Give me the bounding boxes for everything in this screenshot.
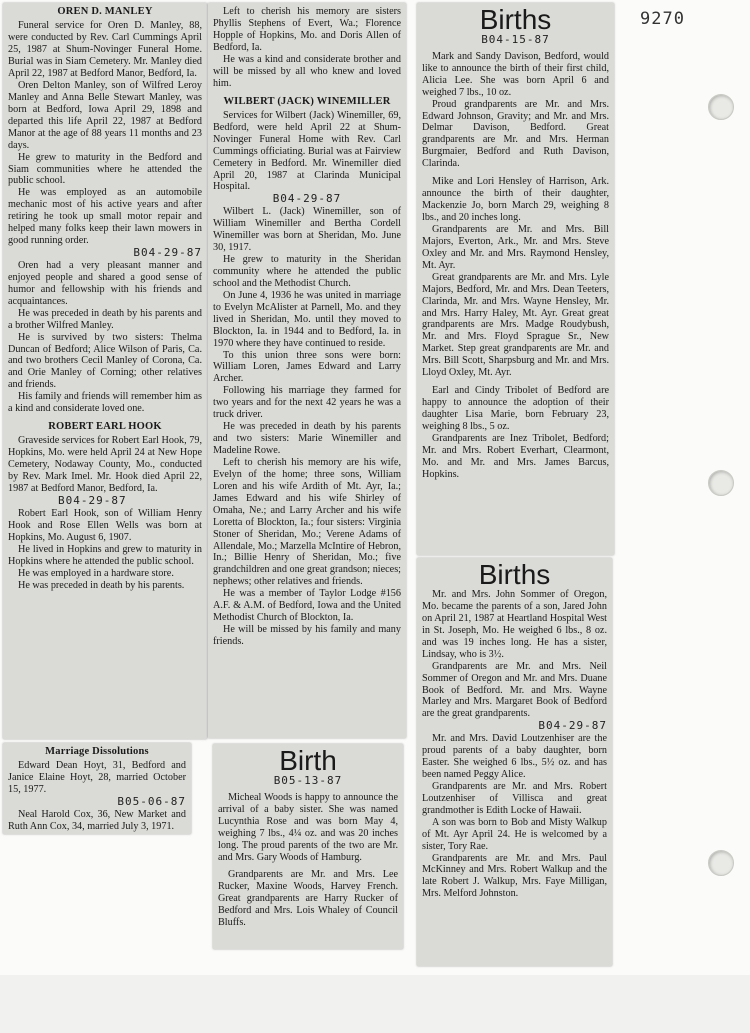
- manley-paragraph: He grew to maturity in the Bedford and Siam communities where he attended the public school.: [8, 151, 202, 187]
- births-paragraph: Mike and Lori Hensley of Harrison, Ark. announce the birth of their daughter, Mackenzie Jo, born March 29, weighing 8 lbs., and 20 inches long.: [422, 176, 609, 224]
- marriage-paragraph: Edward Dean Hoyt, 31, Bedford and Janice Elaine Hoyt, 28, married October 15, 1977.: [8, 760, 186, 796]
- births-paragraph: Great grandparents are Mr. and Mrs. Lyle Majors, Bedford, Mr. and Mrs. Dean Teeters, Clarinda, Mr. and Mrs. Wayne Hensley, Mr. and Mrs. Harry Haley, Mt. Ayr. Great great grandparents are Mrs. Madge Roudybush, Mr. and Mrs. Floyd Sprague Sr., New Market. Step great grandparents are Mr. and Mrs. Bill Scott, Sharpsburg and Mr. and Mrs. Lloyd Oxley, Mt. Ayr.: [422, 271, 609, 379]
- hook-paragraph: He was preceded in death by his parents.: [18, 579, 185, 591]
- winemiller-paragraph: He will be missed by his family and many friends.: [213, 624, 401, 648]
- hook-paragraph: Graveside services for Robert Earl Hook, 79, Hopkins, Mo. were held April 24 at New Hope Cemetery, Nodaway County, Mo., conducted by Rev. Mark Imel. Mr. Hook died April 22, 1987 at Bedford Manor, Bedford, Ia.: [8, 435, 202, 495]
- manley-paragraph: His family and friends will remember him as a kind and considerate loved one.: [8, 391, 202, 415]
- handwritten-date-note: B05-13-87: [273, 774, 343, 787]
- winemiller-paragraph: He grew to maturity in the Sheridan community where he attended the public school and the Methodist Church.: [213, 254, 401, 289]
- births-paragraph: Grandparents are Mr. and Mrs. Paul McKinney and Mrs. Robert Walkup and the late Robert J. Walkup, Mrs. Faye Milligan, Mrs. Melford Johnston.: [422, 852, 607, 900]
- clipping-births-1: [417, 3, 614, 555]
- clipping-birth-woods: [213, 744, 403, 949]
- births-paragraph: Grandparents are Mr. and Mrs. Bill Majors, Everton, Ark., Mr. and Mrs. Steve Oxley and Mr. and Mrs. Raymond Hensley, Mt. Ayr.: [422, 223, 609, 271]
- winemiller-paragraph: He was a member of Taylor Lodge #156 A.F. & A.M. of Bedford, Iowa and the United Methodist Church of Blockton, Ia.: [213, 588, 401, 624]
- clipping-winemiller: [208, 3, 406, 738]
- manley-paragraph: He was preceded in death by his parents and a brother Wilfred Manley.: [8, 307, 202, 331]
- births-paragraph: Mr. and Mrs. John Sommer of Oregon, Mo. became the parents of a son, Jared John on April 21, 1987 at Heartland Hospital West in St. Joseph, Mo. He weighed 6 lbs., 8 oz. and was 19 inches long. He has a sister, Lindsay, who is 3½.: [422, 589, 607, 660]
- handwritten-date-note: B04-29-87: [58, 494, 127, 508]
- page-number: 9270: [640, 9, 685, 29]
- births-paragraph: Mark and Sandy Davison, Bedford, would like to announce the birth of their first child, Alicia Lee. She was born April 6 and weighed 7 lbs., 10 oz.: [422, 50, 609, 98]
- obituary-title-hook: ROBERT EARL HOOK: [48, 421, 162, 433]
- births-heading: Births: [478, 559, 551, 590]
- winemiller-paragraph: Wilbert L. (Jack) Winemiller, son of William Winemiller and Bertha Cordell Winemiller was born at Sheridan, Mo. June 30, 1917.: [213, 206, 401, 254]
- page-bottom-margin: [0, 975, 750, 1033]
- winemiller-paragraph: On June 4, 1936 he was united in marriage to Evelyn McAlister at Parnell, Mo. and they lived in Sheridan, Mo. until they moved to Blockton, Ia. in 1944 and to Bedford, Ia. in 1970 where they have continued to reside.: [213, 289, 401, 349]
- births-paragraph: Grandparents are Mr. and Mrs. Robert Loutzenhiser of Villisca and great grandmother is Edith Locke of Hawaii.: [422, 780, 607, 816]
- handwritten-date-note: B04-29-87: [272, 192, 342, 206]
- binder-hole-top: [708, 94, 734, 120]
- birth-paragraph: Grandparents are Mr. and Mrs. Lee Rucker, Maxine Woods, Harvey French. Great grandparents are Harry Rucker of Bedford and Mrs. Lois Whaley of Council Bluffs.: [218, 869, 398, 929]
- hook-paragraph: He was employed in a hardware store.: [18, 567, 174, 579]
- hook-paragraph: He lived in Hopkins and grew to maturity in Hopkins where he attended the public school.: [8, 543, 202, 567]
- birth-paragraph: Micheal Woods is happy to announce the arrival of a baby sister. She was named Lucynthia Rose and was born May 4, weighing 7 lbs., 4¼ oz. and was 20 inches long. The proud parents of the two are Mr. and Mrs. Gary Woods of Hamburg.: [218, 791, 398, 863]
- manley-paragraph: Funeral service for Oren D. Manley, 88, were conducted by Rev. Carl Cummings April 25, 1987 at Shum-Novinger Funeral Home. Burial was in Siam Cemetery. Mr. Manley died April 22, 1987 at Bedford Manor, Bedford, Ia.: [8, 20, 202, 80]
- manley-paragraph: Oren had a very pleasant manner and enjoyed people and shared a good sense of humor and fellowship with his friends and acquaintances.: [8, 259, 202, 307]
- births-paragraph: Proud grandparents are Mr. and Mrs. Edward Johnson, Gravity; and Mr. and Mrs. Delmar Davison, Bedford. Great grandparents are Mr. and Mrs. Herman Burgmaier, Bedford and Ruth Davison, Clarinda.: [422, 98, 609, 170]
- manley-paragraph: Oren Delton Manley, son of Wilfred Leroy Manley and Anna Belle Stewart Manley, was born at Bedford, Iowa April 29, 1898 and departed this life April 22, 1987 at Bedford Manor at the age of 88 years 11 months and 23 days.: [8, 79, 202, 151]
- births-paragraph: Grandparents are Mr. and Mrs. Neil Sommer of Oregon and Mr. and Mrs. Duane Book of Bedford. Mr. and Mrs. Wayne Marley and Mrs. Margaret Book of Bedford are the great grandparents.: [422, 660, 607, 720]
- manley-paragraph: He is survived by two sisters: Thelma Duncan of Bedford; Alice Wilson of Paris, Ca. and two brothers Cecil Manley of Corona, Ca. and Orie Manley of Corning; other relatives and friends.: [8, 331, 202, 391]
- hook-paragraph: Robert Earl Hook, son of William Henry Hook and Rose Ellen Wells was born at Hopkins, Mo. August 6, 1907.: [8, 507, 202, 543]
- clipping-marriage-dissolutions: [3, 743, 191, 834]
- winemiller-paragraph: He was preceded in death by his parents and two sisters: Marie Winemiller and Madeline Rowe.: [213, 421, 401, 457]
- births-paragraph: Earl and Cindy Tribolet of Bedford are happy to announce the adoption of their daughter Lisa Marie, born February 23, weighing 8 lbs., 5 oz.: [422, 385, 609, 432]
- stephens-paragraph: He was a kind and considerate brother and will be missed by all who knew and loved him.: [213, 53, 401, 89]
- marriage-paragraph: Neal Harold Cox, 36, New Market and Ruth Ann Cox, 34, married July 3, 1971.: [8, 808, 186, 832]
- stephens-paragraph: Left to cherish his memory are sisters Phyllis Stephens of Evert, Wa.; Florence Hopple of Hopkins, Mo. and Doris Allen of Bedford, Ia.: [213, 6, 401, 53]
- binder-hole-bottom: [708, 850, 734, 876]
- marriage-title: Marriage Dissolutions: [45, 746, 149, 757]
- handwritten-date-note: B04-29-87: [133, 246, 202, 260]
- births-paragraph: Grandparents are Inez Tribolet, Bedford; Mr. and Mrs. Robert Everhart, Clearmont, Mo. and Mr. and Mrs. James Barcus, Hopkins.: [422, 432, 609, 480]
- winemiller-paragraph: Services for Wilbert (Jack) Winemiller, 69, Bedford, were held April 22 at Shum-Novinger Funeral Home with Rev. Carl Cummings officiating. Burial was at Fairview Cemetery in Bedford. Mr. Winemiller died April 20, 1987 at Clarinda Municipal Hospital.: [213, 109, 401, 193]
- handwritten-date-note: B05-06-87: [117, 795, 186, 809]
- winemiller-paragraph: Left to cherish his memory are his wife, Evelyn of the home; three sons, William Loren and his wife Ardith of Mt. Ayr, Ia.; James Edward and his wife Shirley of Omaha, Ne.; and Larry Archer and his wife Loretta of Blockton, Ia.; four sisters: Virginia Stoner of Sheridan, Mo.; Verene Adams of Allendale, Mo.; Marzella McIntire of Hebron, In.; Billie Henry of Sheridan, Mo.; five grandchildren and one great grandson; nieces; nephews; other relatives and friends.: [213, 456, 401, 588]
- binder-hole-middle: [708, 470, 734, 496]
- births-heading: Births: [479, 4, 552, 35]
- handwritten-date-note: B04-15-87: [481, 33, 550, 46]
- births-paragraph: Mr. and Mrs. David Loutzenhiser are the proud parents of a baby daughter, born Easter. She weighed 6 lbs., 5½ oz. and has been named Peggy Alice.: [422, 733, 607, 780]
- clipping-manley-hook: [3, 3, 207, 739]
- obituary-title-manley: OREN D. MANLEY: [57, 6, 153, 17]
- handwritten-date-note: B04-29-87: [538, 719, 607, 733]
- manley-paragraph: He was employed as an automobile mechanic most of his active years and after retiring he took up small motor repair and helped many folks keep their lawn mowers in good running order.: [8, 187, 202, 247]
- birth-heading: Birth: [279, 745, 337, 776]
- births-paragraph: A son was born to Bob and Misty Walkup of Mt. Ayr April 24. He is welcomed by a sister, Tory Rae.: [422, 816, 607, 852]
- clipping-births-2: [417, 558, 612, 966]
- obituary-title-winemiller: WILBERT (JACK) WINEMILLER: [223, 95, 391, 107]
- winemiller-paragraph: Following his marriage they farmed for two years and for the next 42 years he was a truck driver.: [213, 385, 401, 421]
- winemiller-paragraph: To this union three sons were born: William Loren, James Edward and Larry Archer.: [213, 349, 401, 385]
